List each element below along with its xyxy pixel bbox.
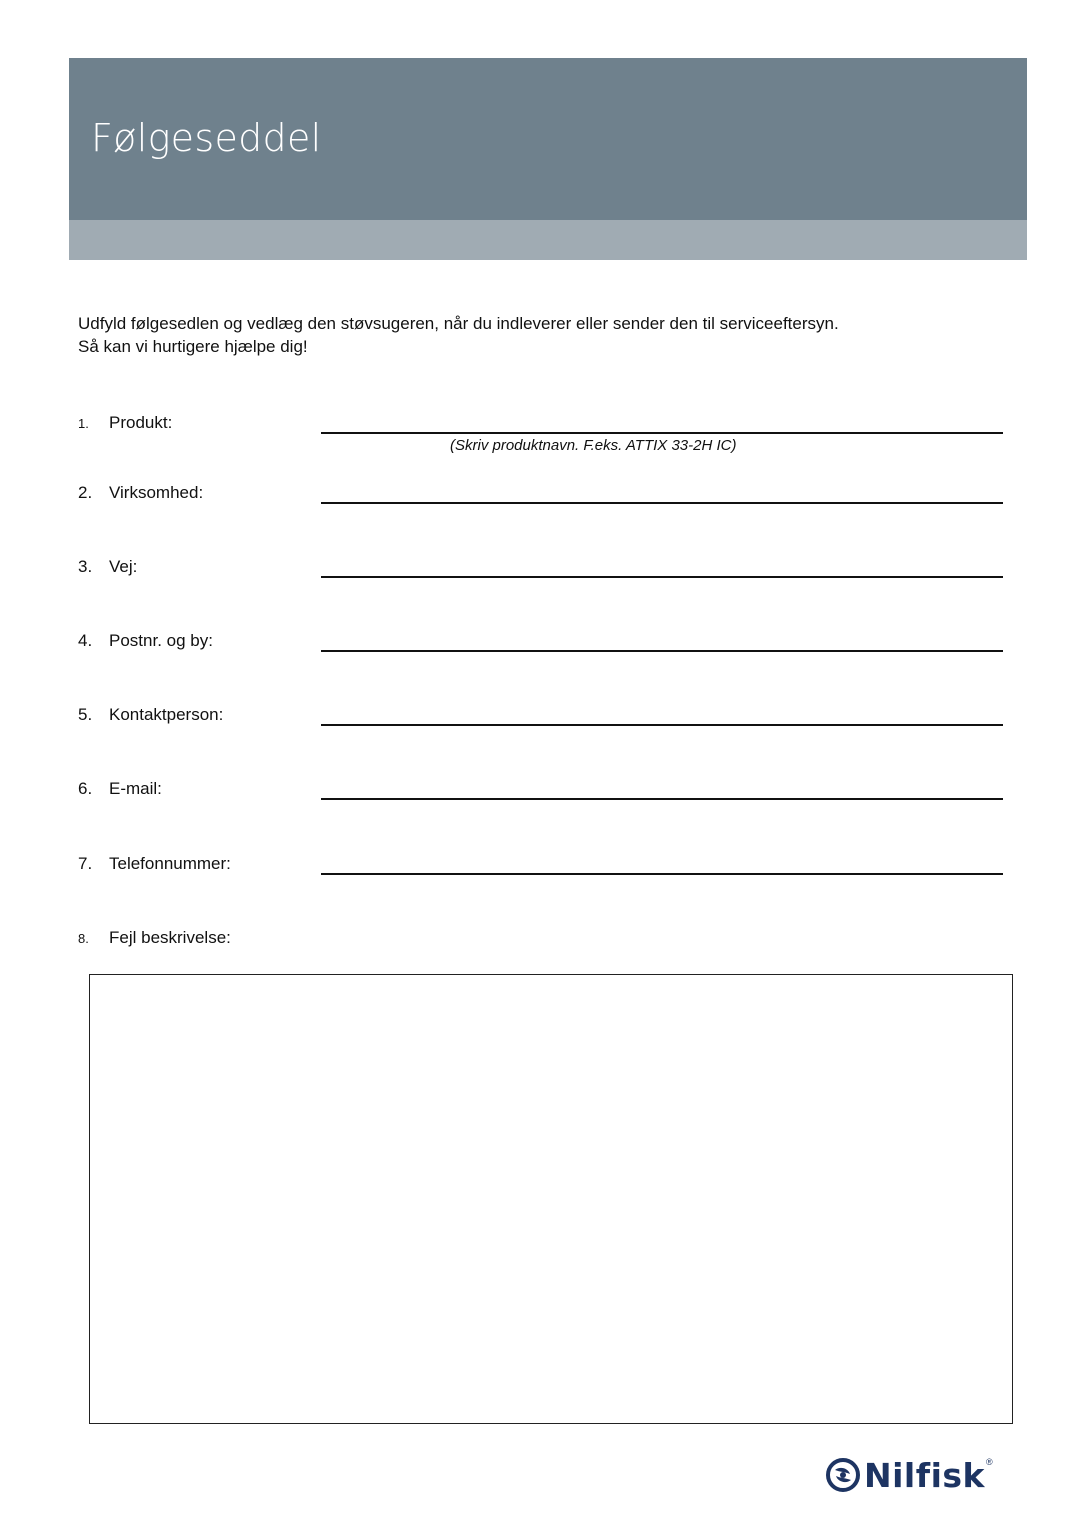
- fejl-beskrivelse-textarea[interactable]: [89, 974, 1013, 1424]
- field-label: Produkt:: [109, 413, 173, 432]
- header-subband: [69, 220, 1027, 260]
- page-title: Følgeseddel: [91, 116, 322, 160]
- field-number: 8.: [78, 931, 89, 946]
- produkt-hint: (Skriv produktnavn. F.eks. ATTIX 33-2H IC): [450, 437, 737, 454]
- field-number: 7.: [78, 854, 93, 873]
- intro-line-1: Udfyld følgesedlen og vedlæg den støvsugeren, når du indleverer eller sender den til serviceeftersyn.: [78, 314, 839, 333]
- field-label: E-mail:: [109, 779, 162, 798]
- field-fejl-beskrivelse: [78, 928, 1003, 958]
- field-telefonnummer: [78, 854, 1003, 884]
- registered-mark: ®: [986, 1457, 993, 1467]
- field-number: 3.: [78, 557, 93, 576]
- field-label: Virksomhed:: [109, 483, 204, 502]
- nilfisk-swirl-icon: [826, 1458, 860, 1492]
- field-vej: [78, 557, 1003, 587]
- field-number: 2.: [78, 483, 93, 502]
- field-label: Kontaktperson:: [109, 705, 224, 724]
- produkt-input-line[interactable]: [321, 432, 1003, 434]
- kontaktperson-input-line[interactable]: [321, 724, 1003, 726]
- field-label: Fejl beskrivelse:: [109, 928, 231, 947]
- virksomhed-input-line[interactable]: [321, 502, 1003, 504]
- logo-text: Nilfisk: [864, 1455, 985, 1495]
- field-number: 5.: [78, 705, 93, 724]
- header-banner: [69, 58, 1027, 220]
- field-number: 6.: [78, 779, 93, 798]
- intro-text: [78, 312, 839, 358]
- field-label: Postnr. og by:: [109, 631, 213, 650]
- nilfisk-logo: [826, 1455, 993, 1495]
- field-label: Telefonnummer:: [109, 854, 231, 873]
- field-label: Vej:: [109, 557, 138, 576]
- intro-line-2: Så kan vi hurtigere hjælpe dig!: [78, 337, 308, 356]
- postnr-input-line[interactable]: [321, 650, 1003, 652]
- field-number: 1.: [78, 416, 89, 431]
- telefonnummer-input-line[interactable]: [321, 873, 1003, 875]
- vej-input-line[interactable]: [321, 576, 1003, 578]
- field-kontaktperson: [78, 705, 1003, 735]
- field-email: [78, 779, 1003, 809]
- email-input-line[interactable]: [321, 798, 1003, 800]
- field-number: 4.: [78, 631, 93, 650]
- field-postnr-og-by: [78, 631, 1003, 661]
- field-virksomhed: [78, 483, 1003, 513]
